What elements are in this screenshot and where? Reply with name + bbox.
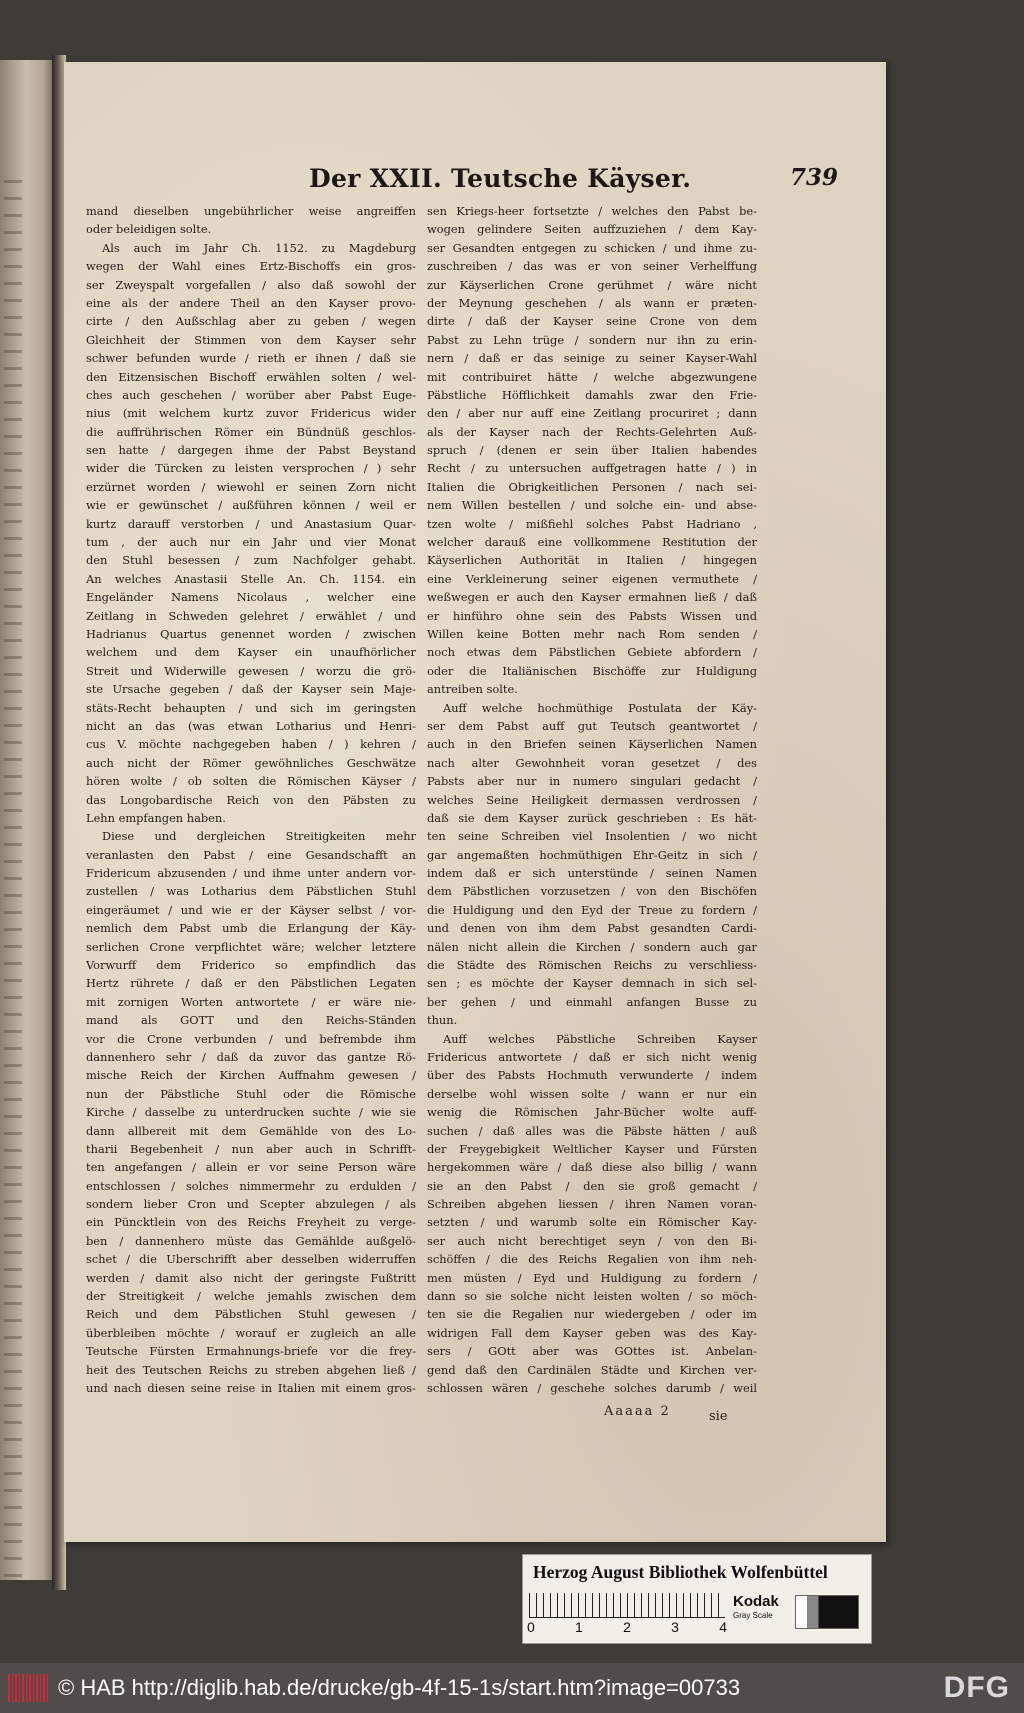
text-line: Auff welches Päbstliche Schreiben Kayser [443,1031,757,1046]
ruler-number: 4 [719,1619,727,1635]
text-line: die Huldigung und den Eyd der Treue zu fordern / [427,902,757,917]
text-line: überbleiben möchte / worauf er zugleich an alle [86,1325,416,1340]
text-line: sen ; es möchte der Kayser demnach in sich sel- [427,976,757,991]
text-line: sondern lieber Cron und Scepter abzulegen / als [86,1197,416,1212]
text-line: Pabsts aber nur in numero singulari gedacht / [427,774,757,789]
text-line: den Eitzensischen Bischoff erwählen solten / wel- [86,369,416,384]
text-line: schlossen wären / geschehe solches darumb / weil [427,1381,757,1395]
text-line: sie an den Pabst / den sie groß gemacht / [427,1178,757,1193]
ruler-number: 3 [671,1619,679,1635]
text-line: setzten / und warumb solte ein Römischer Kay- [427,1215,757,1230]
text-line: dem Päbstlichen vorzusetzen / von den Bischöfen [427,884,757,899]
text-line: Schreiben abgehen liessen / ihren Namen voran- [427,1197,757,1212]
text-line: er hinführo ohne sein des Pabsts Wissen und [427,608,757,623]
ruler-numbers [527,1619,727,1635]
text-line: tum , der auch nur ein Jahr und vier Monat [86,535,416,550]
text-line: antreiben solte. [427,682,518,697]
text-line: zustellen / was Lotharius dem Päbstlichen Stuhl [86,884,416,899]
text-line: die auffrührischen Römer ein Bündnüß geschlos- [86,424,416,439]
text-line: Päbstliche Höfflichkeit damahls zwar den Frie- [427,387,757,402]
text-line: über des Pabsts Hochmuth verwunderte / indem [427,1068,757,1083]
text-line: den / aber nur auff eine Zeitlang procuriret ; dann [427,406,757,421]
text-line: mische Reich der Kirchen Auffnahm gewesen / [86,1068,416,1083]
text-line: ten sie die Regalien nur wiedergeben / oder im [427,1307,757,1322]
text-line: daß sie dem Kayser zurück geschrieben : Es hät- [427,810,757,825]
text-line: men müsten / Eyd und Huldigung zu fordern / [427,1270,757,1285]
kodak-brand: Kodak [733,1593,779,1610]
text-line: Italien die Obrigkeitlichen Personen / nach sei- [427,479,757,494]
text-line: serlichen Crone verpflichtet wäre; welcher letztere [86,939,416,954]
text-column-left [86,202,416,1397]
text-line: Gleichheit der Stimmen von dem Kayser sehr [86,332,416,347]
text-line: schet / die Uberschrifft aber desselben widerruffen [86,1252,416,1267]
text-line: eine Verkleinerung seiner eigenen vermuthete / [427,571,757,586]
text-line: Willen keine Botten mehr nach Rom senden / [427,626,757,641]
text-line: Pabst zu Lehn trüge / sondern nur ihn zu erin- [427,332,757,347]
text-line: noch etwas dem Päbstlichen Gebiete abfordern / [427,645,757,660]
text-line: und denen von ihm dem Pabst gesandten Cardi- [427,921,757,936]
text-line: An welches Anastasii Stelle An. Ch. 1154. ein [86,571,416,586]
text-line: wenig die Römischen Jahr-Bücher wolte auff- [427,1105,757,1120]
page-number: 739 [789,164,838,191]
ruler-scale [529,1593,725,1618]
left-page-edge [0,60,58,1580]
text-line: ser Gesandten entgegen zu schicken / und ihme zu- [427,240,757,255]
gray-scale-swatch [795,1595,859,1629]
book-page [64,62,886,1542]
text-line: mit contribuiret hätte / welche abgezwungene [427,369,757,384]
text-line: wogen gelindere Seiten auffzuziehen / dem Kay- [427,222,757,237]
text-line: schöffen / die des Reichs Regalien von ihm neh- [427,1252,757,1267]
text-line: veranlasten den Pabst / eine Gesandschafft an [86,847,416,862]
text-line: Hertz rührete / daß er den Päbstlichen Legaten [86,976,416,991]
text-line: der Streitigkeit / welche jemahls zwischen dem [86,1289,416,1304]
text-line: Teutsche Fürsten Ermahnungs-briefe vor die frey- [86,1344,416,1359]
text-line: tzen wolte / mißfiehl solches Pabst Hadriano , [427,516,757,531]
text-line: dann allbereit mit dem Gemählde von des Lo- [86,1123,416,1138]
text-line: Hadrianus Quartus genennet worden / zwischen [86,626,416,641]
text-line: ser Zweyspalt vorgefallen / also daß sowohl der [86,277,416,292]
header-title: Der XXII. Teutsche Käyser. [309,164,692,193]
footer-bar [0,1663,1024,1713]
text-line: ein Püncktlein von des Reichs Freyheit zu verge- [86,1215,416,1230]
text-line: tharii Begebenheit / nun aber auch in Schrifft- [86,1141,416,1156]
text-column-right [427,202,757,1397]
text-line: hören wolte / ob solten die Römischen Käyser / [86,774,416,789]
text-line: ste Ursache gegeben / daß der Kayser sein Maje- [86,682,416,697]
text-line: weßwegen er auch den Kayser ermahnen ließ / daß [427,590,757,605]
text-line: dann so sie solche nicht leisten wolten / so möch- [427,1289,757,1304]
text-line: Fridericum abzusenden / und ihme unter andern vor- [86,866,416,881]
ruler-number: 0 [527,1619,535,1635]
text-line: erzürnet worden / wiewohl er seinen Zorn nicht [86,479,416,494]
text-line: nern / daß er das seinige zu seiner Kayser-Wahl [427,351,757,366]
text-line: suchen / daß alles was die Päbste hätten / auß [427,1123,757,1138]
text-line: auch in den Briefen seinen Käyserlichen Namen [427,737,757,752]
text-line: dirte / daß der Kayser seine Crone von dem [427,314,757,329]
running-header [64,164,886,198]
text-line: mand dieselben ungebührlicher weise angreiffen [86,204,416,218]
text-line: cus V. möchte nachgegeben haben / ) kehren / [86,737,416,752]
text-line: nicht an das (was etwan Lotharius und Henri- [86,718,416,733]
text-line: wie er gewünschet / außführen können / weil er [86,498,416,513]
text-line: nemlich dem Pabst umb die Erlangung der Käy- [86,921,416,936]
text-line: ten angefangen / allein er vor seine Person wäre [86,1160,416,1175]
text-line: sen hatte / dargegen ihme der Pabst Beystand [86,443,416,458]
text-line: Diese und dergleichen Streitigkeiten mehr [102,829,416,844]
text-line: ches auch geschehen / worüber aber Pabst Euge- [86,387,416,402]
text-line: sers / GOtt aber was GOttes ist. Anbelan- [427,1344,757,1359]
text-line: auch nicht der Römer gewöhnliches Geschwätze [86,755,416,770]
text-line: dannenhero sehr / daß da zuvor das gantze Rö- [86,1049,416,1064]
text-line: Reich und dem Päbstlichen Stuhl gewesen / [86,1307,416,1322]
text-line: welches Seine Heiligkeit dermassen verdrossen / [427,792,757,807]
text-line: und nach diesen seine reise in Italien mit einem gros- [86,1381,416,1395]
text-line: vor die Crone verbunden / und befrembde ihm [86,1031,416,1046]
text-line: sen Kriegs-heer fortsetzte / welches den Pabst be- [427,204,757,218]
text-line: Käyserlichen Authorität in Italien / hingegen [427,553,757,568]
text-line: mit zornigen Worten antwortete / er wäre nie- [86,994,416,1009]
library-name: Herzog August Bibliothek Wolfenbüttel [533,1562,828,1582]
gray-scale-label: Gray Scale [733,1611,773,1620]
text-line: Zeitlang in Schweden gelehret / erwählet / und [86,608,416,623]
hab-logo-icon [8,1674,48,1702]
text-line: spruch / (denen er sein über Italien habendes [427,443,757,458]
text-line: Lehn empfangen haben. [86,810,226,825]
text-line: die Städte des Römischen Reichs zu verschliess- [427,958,757,973]
text-line: ser dem Pabst auff gut Teutsch geantwortet / [427,718,757,733]
text-line: Kirche / dasselbe zu unterdrucken suchte / wie sie [86,1105,416,1120]
text-line: gar angemaßten hochmüthigen Ehr-Geitz in sich / [427,847,757,862]
text-line: zur Käyserlichen Crone gerühmet / wäre nicht [427,277,757,292]
text-line: thun. [427,1013,458,1028]
text-line: der Freygebigkeit Weltlicher Kayser und Fürsten [427,1141,757,1156]
text-line: ben / dannenhero müste das Gemählde außgelö- [86,1233,416,1248]
text-line: wider die Türcken zu leisten versprochen / ) sehr [86,461,416,476]
text-line: eingeräumet / und wie er der Käyser selbst / vor- [86,902,416,917]
text-line: der Meynung geschehen / als wann er præten- [427,295,757,310]
text-line: heit des Teutschen Reichs zu streben abgehen ließ / [86,1362,416,1377]
text-line: Vorwurff dem Friderico so empfindlich das [86,958,416,973]
text-line: Engeländer Namens Nicolaus , welcher eine [86,590,416,605]
text-line: schwer befunden wurde / rieth er ihnen / daß sie [86,351,416,366]
text-line: derselbe wohl wissen solte / wann er nur ein [427,1086,757,1101]
dfg-logo: DFG [943,1671,1010,1704]
text-line: ber gehen / und einmahl anfangen Busse zu [427,994,757,1009]
text-line: Auff welche hochmüthige Postulata der Käy- [443,700,757,715]
text-line: den Stuhl besessen / zum Nachfolger gehabt. [86,553,416,568]
text-line: gend daß den Cardinälen Städte und Kirchen ver- [427,1362,757,1377]
source-citation[interactable]: © HAB http://diglib.hab.de/drucke/gb-4f-15-1s/start.htm?image=00733 [58,1675,741,1700]
text-line: Als auch im Jahr Ch. 1152. zu Magdeburg [102,240,416,255]
text-line: welchem und dem Kayser ein unaufhörlicher [86,645,416,660]
text-line: Streit und Widerwille gewesen / worzu die grö- [86,663,416,678]
text-line: nach alter Gewohnheit voran gesetzet / des [427,755,757,770]
text-line: nem Willen bestellen / und solche ein- und abse- [427,498,757,513]
ruler-number: 2 [623,1619,631,1635]
text-line: welcher darauß eine vollkommene Restitution der [427,535,757,550]
text-line: oder beleidigen solte. [86,222,212,237]
text-line: nun der Päbstliche Stuhl oder die Römische [86,1086,416,1101]
text-line: Recht / zu untersuchen auffgetragen hatte / ) in [427,461,757,476]
text-line: eine als der andere Theil an den Kayser provo- [86,295,416,310]
text-line: ser auch nicht berechtiget seyn / von den Bi- [427,1233,757,1248]
text-line: als der Kayser nach der Rechts-Gelehrten Auß- [427,424,757,439]
signature-mark: Aaaaa 2 [604,1404,671,1419]
text-line: oder die Italiänischen Bischöffe zur Huldigung [427,663,757,678]
text-line: zuschreiben / das was er von seiner Verhelffung [427,259,757,274]
text-line: Fridericus antwortete / daß er sich nicht wenig [427,1049,757,1064]
text-line: mand als GOTT und den Reichs-Ständen [86,1013,416,1028]
text-line: kurtz darauff verstorben / und Anastasium Quar- [86,516,416,531]
text-line: nälen nicht allein die Kirchen / sondern auch gar [427,939,757,954]
text-line: indem daß er sich unterstünde / seinen Namen [427,866,757,881]
text-line: hergekommen wäre / daß diese also billig / wann [427,1160,757,1175]
text-line: werden / damit also nicht der geringste Fußtritt [86,1270,416,1285]
text-line: das Longobardische Reich von den Päbsten zu [86,792,416,807]
ruler-number: 1 [575,1619,583,1635]
library-label [522,1554,872,1644]
text-line: ten seine Schreiben viel Insolentien / wo nicht [427,829,757,844]
text-line: nius (mit welchem kurtz zuvor Fridericus wider [86,406,416,421]
catchword: sie [709,1409,728,1424]
text-line: widrigen Fall dem Kayser geben was des Kay- [427,1325,757,1340]
text-line: cirte / den Außschlag aber zu geben / wegen [86,314,416,329]
text-line: wegen der Wahl eines Ertz-Bischoffs ein gros- [86,259,416,274]
text-line: entschlossen / solches nimmermehr zu erdulden / [86,1178,416,1193]
text-line: stäts-Recht behaupten / und sich im geringsten [86,700,416,715]
